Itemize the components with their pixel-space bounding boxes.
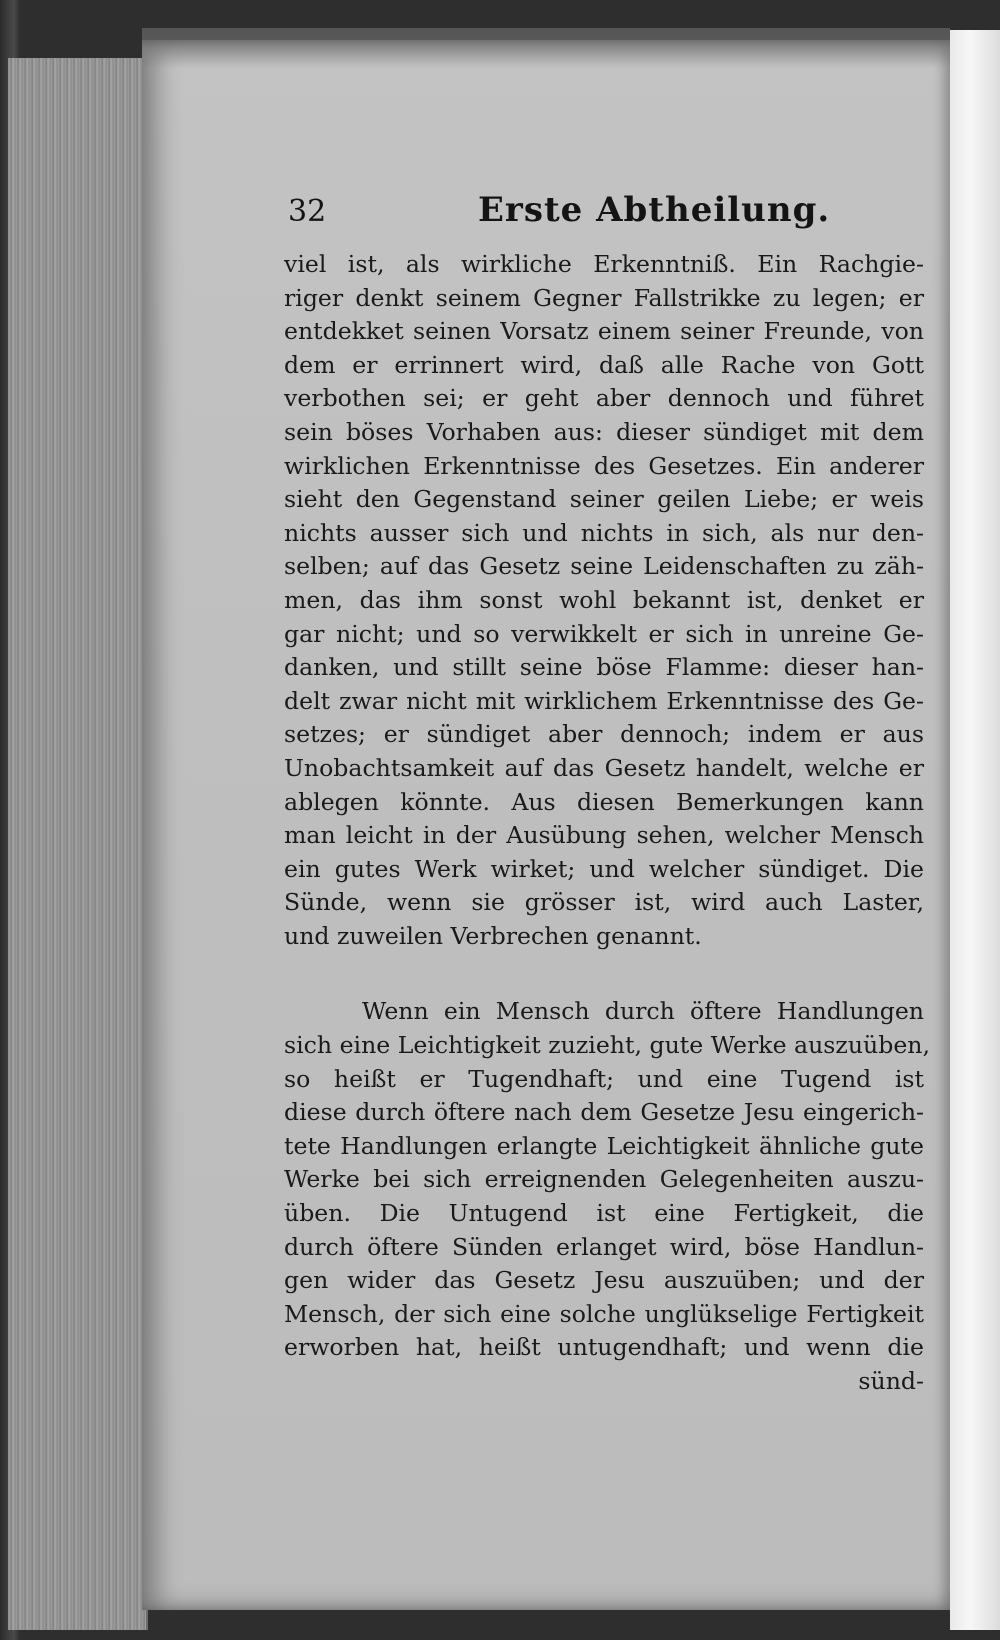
text-line: gen wider das Gesetz Jesu auszuüben; und der — [284, 1266, 924, 1295]
catchword: sünd- — [858, 1367, 924, 1395]
text-line: Werke bei sich erreignenden Gelegenheiten auszu- — [284, 1165, 924, 1194]
paragraph-gap — [284, 953, 924, 995]
text-line: sieht den Gegenstand seiner geilen Liebe; er weis — [284, 485, 924, 514]
text-line: danken, und stillt seine böse Flamme: dieser han- — [284, 653, 924, 682]
top-shadow — [142, 28, 950, 68]
paragraph-2 — [284, 995, 930, 1365]
text-line: verbothen sei; er geht aber dennoch und führet — [284, 384, 924, 413]
text-line: Mensch, der sich eine solche unglükselige Fertigkeit — [284, 1299, 924, 1328]
text-line: tete Handlungen erlangte Leichtigkeit ähnliche gute — [284, 1131, 924, 1160]
facing-page-edge — [950, 30, 1000, 1630]
text-line: sich eine Leichtigkeit zuzieht, gute Werke auszuüben, — [284, 1031, 930, 1060]
text-line: nichts ausser sich und nichts in sich, als nur den- — [284, 518, 924, 547]
text-line: setzes; er sündiget aber dennoch; indem er aus — [284, 720, 924, 749]
text-line: delt zwar nicht mit wirklichem Erkenntnisse des Ge- — [284, 686, 924, 715]
text-line: durch öftere Sünden erlanget wird, böse Handlun- — [284, 1232, 924, 1261]
page-header — [288, 190, 928, 240]
page-number: 32 — [288, 194, 327, 229]
text-line: ablegen könnte. Aus diesen Bemerkungen kann — [284, 787, 924, 816]
text-line: so heißt er Tugendhaft; und eine Tugend ist — [284, 1064, 924, 1093]
text-line: gar nicht; und so verwikkelt er sich in unreine Ge- — [284, 619, 924, 648]
text-line: und zuweilen Verbrechen genannt. — [284, 921, 702, 950]
paragraph-1 — [284, 248, 924, 953]
text-line: diese durch öftere nach dem Gesetze Jesu eingerich- — [284, 1098, 924, 1127]
running-head: Erste Abtheilung. — [478, 190, 831, 230]
text-line: sein böses Vorhaben aus: dieser sündiget mit dem — [284, 417, 924, 446]
text-line: ein gutes Werk wirket; und welcher sündiget. Die — [284, 854, 924, 883]
text-line: Wenn ein Mensch durch öftere Handlungen — [362, 997, 924, 1026]
text-line: erworben hat, heißt untugendhaft; und wenn die — [284, 1333, 924, 1362]
book-page-edges — [8, 58, 148, 1630]
text-line: Unobachtsamkeit auf das Gesetz handelt, welche er — [284, 753, 924, 782]
text-line: men, das ihm sonst wohl bekannt ist, denket er — [284, 585, 924, 614]
text-line: Sünde, wenn sie grösser ist, wird auch Laster, — [284, 888, 924, 917]
body-text — [284, 248, 930, 1399]
text-line: riger denkt seinem Gegner Fallstrikke zu legen; er — [284, 283, 924, 312]
text-line: entdekket seinen Vorsatz einem seiner Freunde, von — [284, 317, 924, 346]
text-line: üben. Die Untugend ist eine Fertigkeit, die — [284, 1199, 924, 1228]
text-line: dem er errinnert wird, daß alle Rache von Gott — [284, 350, 924, 379]
text-line: wirklichen Erkenntnisse des Gesetzes. Ein anderer — [284, 451, 924, 480]
text-line: viel ist, als wirkliche Erkenntniß. Ein Rachgie- — [284, 250, 924, 278]
text-line: selben; auf das Gesetz seine Leidenschaften zu zäh- — [284, 552, 924, 581]
text-line: man leicht in der Ausübung sehen, welcher Mensch — [284, 821, 924, 850]
